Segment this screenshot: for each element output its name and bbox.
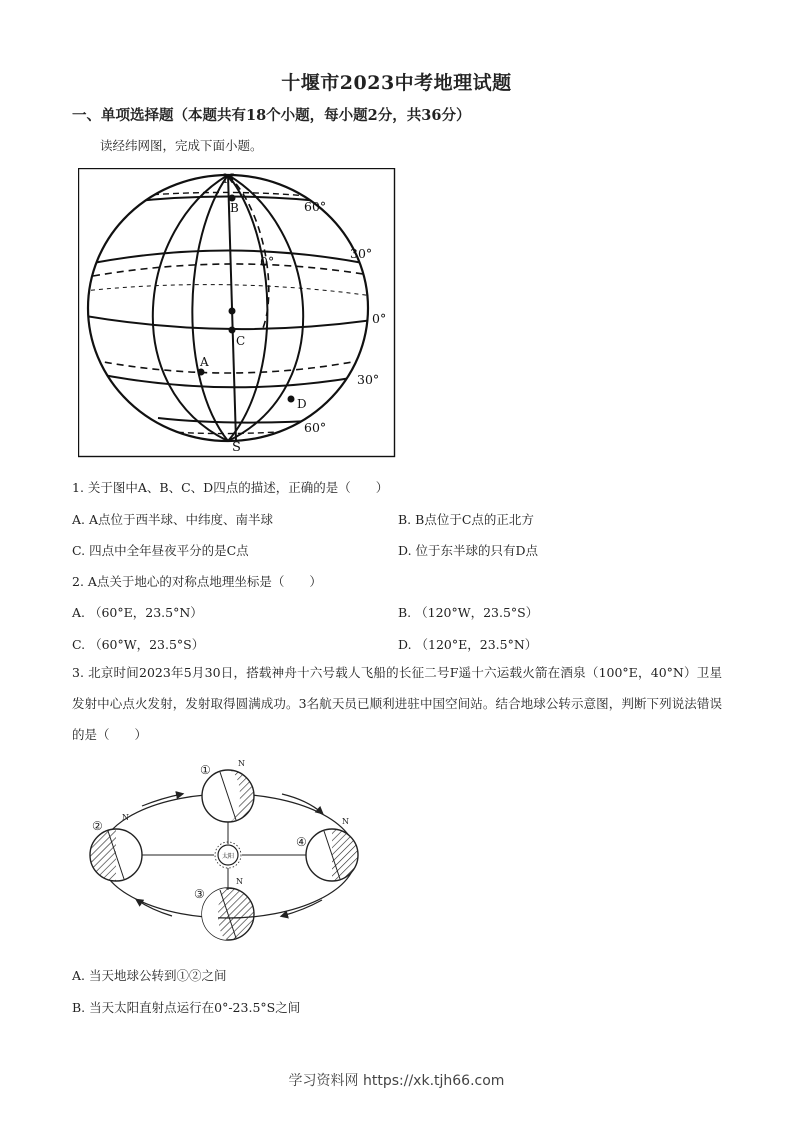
pos-2-label: ②: [92, 819, 103, 833]
earth-position-3: [202, 888, 254, 940]
section-heading: 一、单项选择题（本题共有18个小题，每小题2分，共36分）: [72, 107, 471, 124]
earth-position-1: [202, 770, 254, 822]
label-30n: 30°: [350, 246, 373, 261]
q2-option-a[interactable]: A. （60°E，23.5°N）: [72, 605, 203, 620]
pos-3-label: ③: [194, 887, 205, 901]
label-60n: 60°: [304, 199, 327, 214]
q2-option-d[interactable]: D. （120°E，23.5°N）: [398, 637, 538, 652]
sun-icon: [215, 842, 241, 868]
q3-option-a[interactable]: A. 当天地球公转到①②之间: [72, 968, 227, 983]
label-point-a: A: [200, 355, 209, 369]
label-north: N: [223, 172, 235, 187]
pos-1-label: ①: [200, 763, 211, 777]
q3-option-b[interactable]: B. 当天太阳直射点运行在0°-23.5°S之间: [72, 1000, 301, 1015]
earth-position-4: [306, 829, 358, 881]
label-point-d: D: [297, 397, 307, 411]
point-d-dot: [288, 396, 295, 403]
q3-stem: 3. 北京时间2023年5月30日，搭载神舟十六号载人飞船的长征二号F遥十六运载火箭在酒泉（100°E，40°N）卫星发射中心点火发射，发射取得圆满成功。3名航天员已顺利进驻中国空间站。结合地球公转示意图，判断下列说法错误的是（ ）: [72, 665, 722, 742]
earth-position-2: [90, 829, 142, 881]
north-label-1: N: [238, 759, 245, 768]
north-label-4: N: [342, 817, 349, 826]
label-equator: 0°: [372, 311, 387, 326]
pos-4-label: ④: [296, 835, 307, 849]
q2-option-c[interactable]: C. （60°W，23.5°S）: [72, 637, 205, 652]
north-label-2: N: [122, 813, 129, 822]
q1-option-a[interactable]: A. A点位于西半球、中纬度、南半球: [72, 512, 274, 527]
sun-label: 太阳: [221, 853, 235, 860]
north-label-3: N: [236, 877, 243, 886]
label-south: S: [232, 440, 241, 455]
q1-stem: 1. 关于图中A、B、C、D四点的描述，正确的是（ ）: [72, 480, 389, 495]
q1-option-d[interactable]: D. 位于东半球的只有D点: [398, 543, 539, 558]
graticule-figure: [78, 168, 396, 458]
q1-option-c[interactable]: C. 四点中全年昼夜平分的是C点: [72, 543, 249, 558]
q2-stem: 2. A点关于地心的对称点地理坐标是（ ）: [72, 574, 322, 589]
orbit-figure: [82, 758, 372, 948]
point-a-dot: [198, 369, 205, 376]
q2-option-b[interactable]: B. （120°W，23.5°S）: [398, 605, 539, 620]
label-60s: 60°: [304, 420, 327, 435]
label-prime-meridian: 0°: [260, 254, 275, 269]
label-point-c: C: [236, 334, 246, 348]
label-point-b: B: [230, 201, 239, 215]
q1-option-b[interactable]: B. B点位于C点的正北方: [398, 512, 534, 527]
label-30s: 30°: [357, 372, 380, 387]
point-c-dot: [229, 327, 236, 334]
intro-text: 读经纬网图，完成下面小题。: [100, 138, 263, 153]
site-footer: 学习资料网 https://xk.tjh66.com: [288, 1073, 505, 1089]
page-title: 十堰市2023中考地理试题: [281, 72, 512, 94]
